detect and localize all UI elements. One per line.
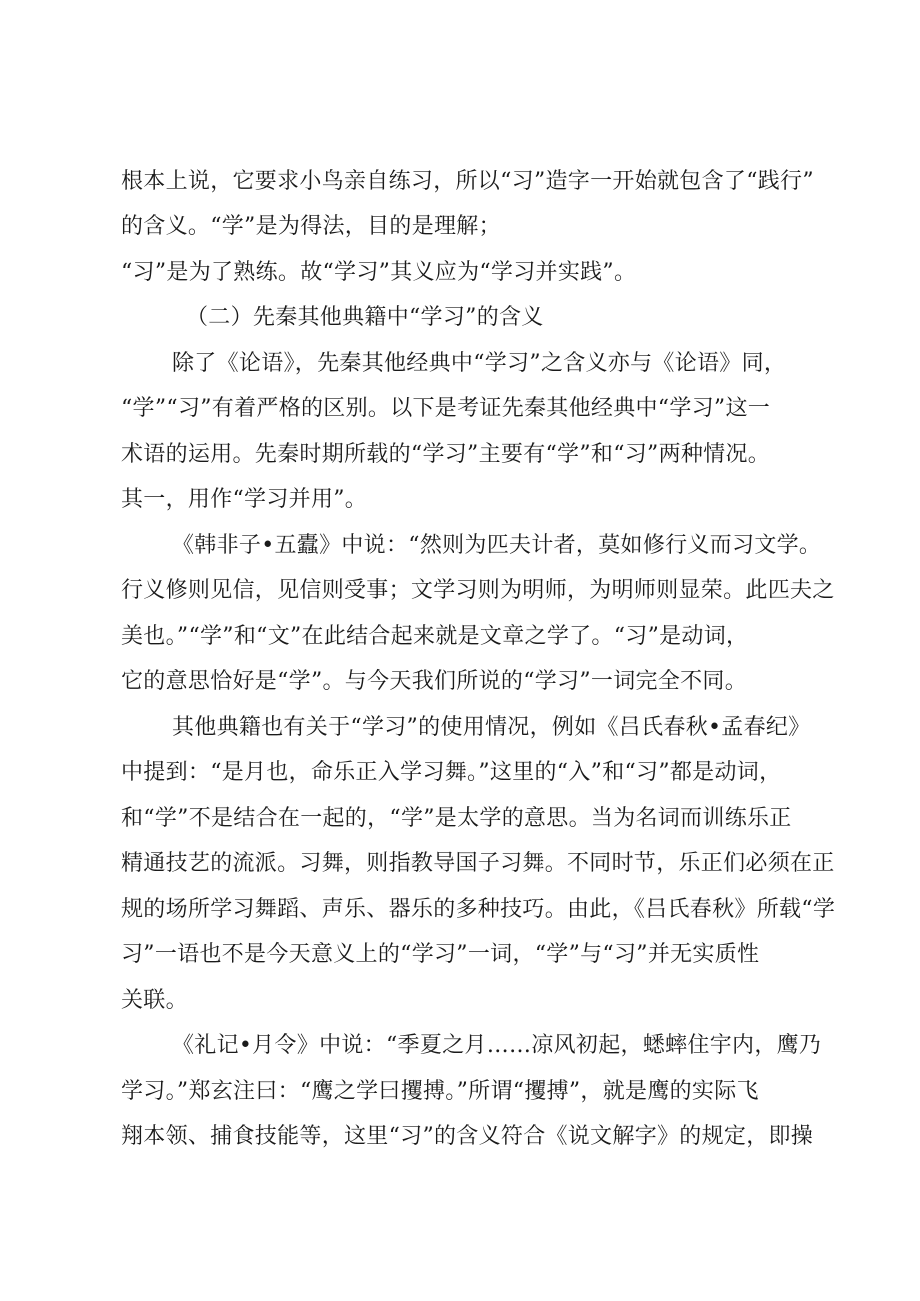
text-line: 关联。	[121, 988, 188, 1013]
text-line: “习”是为了熟练。故“学习”其义应为“学习并实践”。	[121, 260, 637, 285]
text-line: 其一，用作“学习并用”。	[121, 487, 368, 512]
text-line: 除了《论语》，先秦其他经典中“学习”之含义亦与《论语》同，	[172, 351, 787, 376]
text-line: 习”一语也不是今天意义上的“学习”一词，“学”与“习”并无实质性	[121, 942, 760, 967]
text-line: 根本上说，它要求小鸟亲自练习，所以“习”造字一开始就包含了“践行”	[121, 169, 814, 194]
text-line: 其他典籍也有关于“学习”的使用情况，例如《吕氏春秋•孟春纪》	[172, 715, 811, 740]
text-line: 中提到：“是月也，命乐正入学习舞。”这里的“入”和“习”都是动词，	[121, 760, 782, 785]
text-line: 学习。”郑玄注曰：“鹰之学曰攫搏。”所谓“攫搏”，就是鹰的实际飞	[121, 1079, 759, 1104]
text-line: 的含义。“学”是为得法，目的是理解；	[121, 214, 501, 239]
text-line: 规的场所学习舞蹈、声乐、器乐的多种技巧。由此，《吕氏春秋》所载“学	[121, 897, 836, 922]
text-line: 《韩非子•五蠹》中说：“然则为匹夫计者，莫如修行义而习文学。	[172, 533, 822, 558]
section-heading: （二）先秦其他典籍中“学习”的含义	[186, 305, 544, 330]
text-line: 《礼记•月令》中说：“季夏之月……凉风初起，蟋蟀住宇内，鹰乃	[172, 1033, 822, 1058]
text-line: 它的意思恰好是“学”。与今天我们所说的“学习”一词完全不同。	[121, 669, 747, 694]
text-line: 翔本领、捕食技能等，这里“习”的含义符合《说文解字》的规定，即操	[121, 1124, 814, 1149]
text-line: 术语的运用。先秦时期所载的“学习”主要有“学”和“习”两种情况。	[121, 442, 771, 467]
text-line: 美也。”“学”和“文”在此结合起来就是文章之学了。“习”是动词，	[121, 624, 749, 649]
text-line: “学”“习”有着严格的区别。以下是考证先秦其他经典中“学习”这一	[121, 396, 771, 421]
text-line: 行义修则见信，见信则受事；文学习则为明师，为明师则显荣。此匹夫之	[121, 578, 835, 603]
text-line: 精通技艺的流派。习舞，则指教导国子习舞。不同时节，乐正们必须在正	[121, 851, 835, 876]
text-line: 和“学”不是结合在一起的，“学”是太学的意思。当为名词而训练乐正	[121, 806, 792, 831]
